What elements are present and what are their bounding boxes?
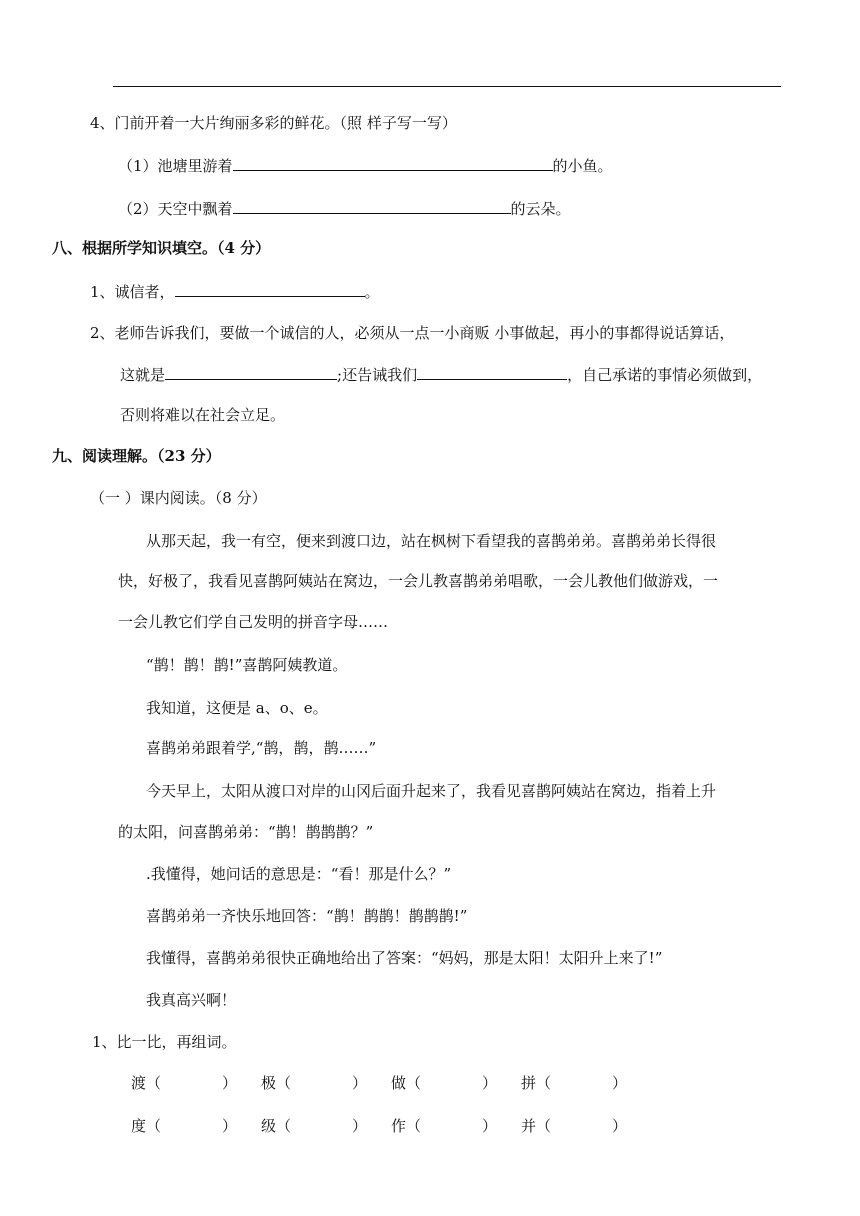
compare-close: ）	[352, 1117, 368, 1135]
passage-line: 我懂得，喜鹊弟弟很快正确地给出了答案：“妈妈，那是太阳！太阳升上来了!”	[146, 949, 663, 967]
compare-open: 渡（	[131, 1074, 162, 1092]
compare-close: ）	[222, 1074, 238, 1092]
compare-open: 度（	[131, 1117, 162, 1135]
compare-open: 作（	[391, 1117, 422, 1135]
compare-open: 极（	[261, 1074, 292, 1092]
s8-q2-b: ;还告诫我们	[337, 366, 418, 384]
compare-close: ）	[352, 1074, 368, 1092]
compare-open: 做（	[391, 1074, 422, 1092]
passage-line: “鹊！鹊！鹊!”喜鹊阿姨教道。	[146, 656, 348, 674]
passage-line: 从那天起，我一有空，便来到渡口边，站在枫树下看望我的喜鹊弟弟。喜鹊弟弟长得很	[146, 532, 717, 550]
section-8-q2-line3: 否则将难以在社会立足。	[120, 406, 286, 424]
q4-item-2	[118, 198, 571, 219]
passage-line: 的太阳，问喜鹊弟弟：“鹊！鹊鹊鹊？”	[118, 823, 374, 841]
section-8-q2-line2	[120, 364, 762, 385]
section-8-q1	[90, 281, 380, 302]
q4-item-1	[118, 155, 613, 176]
compare-open: 级（	[261, 1117, 292, 1135]
answer-blank[interactable]	[175, 281, 365, 297]
compare-close: ）	[612, 1074, 628, 1092]
answer-blank[interactable]	[417, 364, 567, 380]
section-8-heading: 八、根据所学知识填空。（4 分）	[52, 239, 271, 257]
top-rule	[113, 86, 781, 87]
compare-open: 拼（	[521, 1074, 552, 1092]
passage-line: 一会儿教它们学自己发明的拼音字母……	[118, 613, 389, 631]
compare-open: 并（	[521, 1117, 552, 1135]
section-9-sub-1: （一 ）课内阅读。（8 分）	[90, 489, 267, 507]
compare-close: ）	[612, 1117, 628, 1135]
section-9-q1: 1、比一比，再组词。	[92, 1033, 237, 1051]
passage-line: 快，好极了，我看见喜鹊阿姨站在窝边，一会儿教喜鹊弟弟唱歌，一会儿教他们做游戏，一	[118, 572, 719, 590]
q4-item-1-pre: （1）池塘里游着	[118, 157, 233, 175]
q4-item-2-pre: （2）天空中飘着	[118, 200, 233, 218]
answer-blank[interactable]	[233, 198, 511, 214]
section-8-q2-line1: 2、老师告诉我们，要做一个诚信的人，必须从一点一小商贩 小事做起，再小的事都得说话算话，	[90, 324, 735, 342]
q4-item-1-post: 的小鱼。	[552, 157, 613, 175]
compare-close: ）	[482, 1117, 498, 1135]
passage-line: 喜鹊弟弟跟着学,“鹊，鹊，鹊……”	[146, 739, 377, 757]
s8-q1-post: 。	[364, 283, 380, 301]
passage-line: 今天早上，太阳从渡口对岸的山冈后面升起来了，我看见喜鹊阿姨站在窝边，指着上升	[146, 782, 717, 800]
q4-prompt: 4、门前开着一大片绚丽多彩的鲜花。（照 样子写一写）	[90, 114, 457, 132]
section-9-heading: 九、阅读理解。（23 分）	[52, 447, 221, 465]
compare-close: ）	[482, 1074, 498, 1092]
s8-q1-pre: 1、诚信者，	[90, 283, 175, 301]
passage-line: .我懂得，她问话的意思是：“看！那是什么？”	[146, 865, 452, 883]
passage-line: 喜鹊弟弟一齐快乐地回答：“鹊！鹊鹊！鹊鹊鹊!”	[146, 907, 468, 925]
compare-close: ）	[222, 1117, 238, 1135]
s8-q2-c: ，自己承诺的事情必须做到，	[567, 366, 763, 384]
s8-q2-a: 这就是	[120, 366, 166, 384]
passage-line: 我真高兴啊！	[146, 991, 237, 1009]
q4-item-2-post: 的云朵。	[510, 200, 571, 218]
answer-blank[interactable]	[165, 364, 337, 380]
passage-line: 我知道，这便是 a、o、e。	[146, 699, 328, 717]
answer-blank[interactable]	[233, 155, 553, 171]
